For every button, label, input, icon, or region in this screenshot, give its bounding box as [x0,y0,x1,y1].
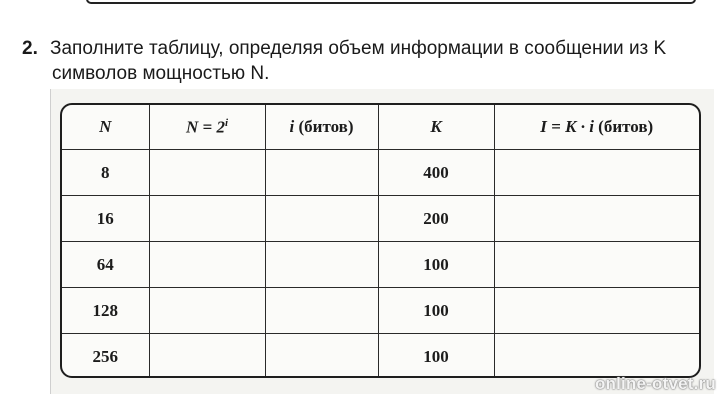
table-row [62,334,699,379]
cell-k: 100 [378,288,494,334]
cell-i[interactable] [265,242,378,288]
cell-info-volume[interactable] [494,242,699,288]
table-row [62,196,699,242]
header-n: N [62,105,149,150]
header-i-bits: i (битов) [265,105,378,150]
cell-info-volume[interactable] [494,196,699,242]
cell-n-power[interactable] [149,334,265,379]
cell-k: 100 [378,242,494,288]
task-line-1 [22,36,722,61]
cell-n-power[interactable] [149,242,265,288]
site-watermark: online-otvet.ru [594,374,716,393]
table-header-row [62,105,699,150]
cell-n: 8 [62,150,149,196]
cell-k: 400 [378,150,494,196]
information-table [62,105,699,378]
cell-n: 16 [62,196,149,242]
header-info-volume: I = K · i (битов) [494,105,699,150]
cell-info-volume[interactable] [494,150,699,196]
cell-n: 256 [62,334,149,379]
information-table-frame [60,103,701,378]
table-row [62,242,699,288]
task-text-line-2: символов мощностью N. [52,63,270,84]
cell-info-volume[interactable] [494,334,699,379]
cell-n-power[interactable] [149,288,265,334]
table-row [62,150,699,196]
cell-n-power[interactable] [149,150,265,196]
table-row [62,288,699,334]
cell-n-power[interactable] [149,196,265,242]
task-number: 2. [22,38,38,59]
cell-i[interactable] [265,288,378,334]
cell-i[interactable] [265,196,378,242]
cell-info-volume[interactable] [494,288,699,334]
header-n-power: $N = 2^i$ [149,105,265,150]
cell-i[interactable] [265,334,378,379]
top-frame-edge [86,0,696,4]
cell-k: 200 [378,196,494,242]
header-k: K [378,105,494,150]
cell-k: 100 [378,334,494,379]
task-text-line-1: Заполните таблицу, определяя объем информации в сообщении из K [50,38,667,59]
cell-i[interactable] [265,150,378,196]
cell-n: 128 [62,288,149,334]
cell-n: 64 [62,242,149,288]
task-statement [22,36,722,86]
